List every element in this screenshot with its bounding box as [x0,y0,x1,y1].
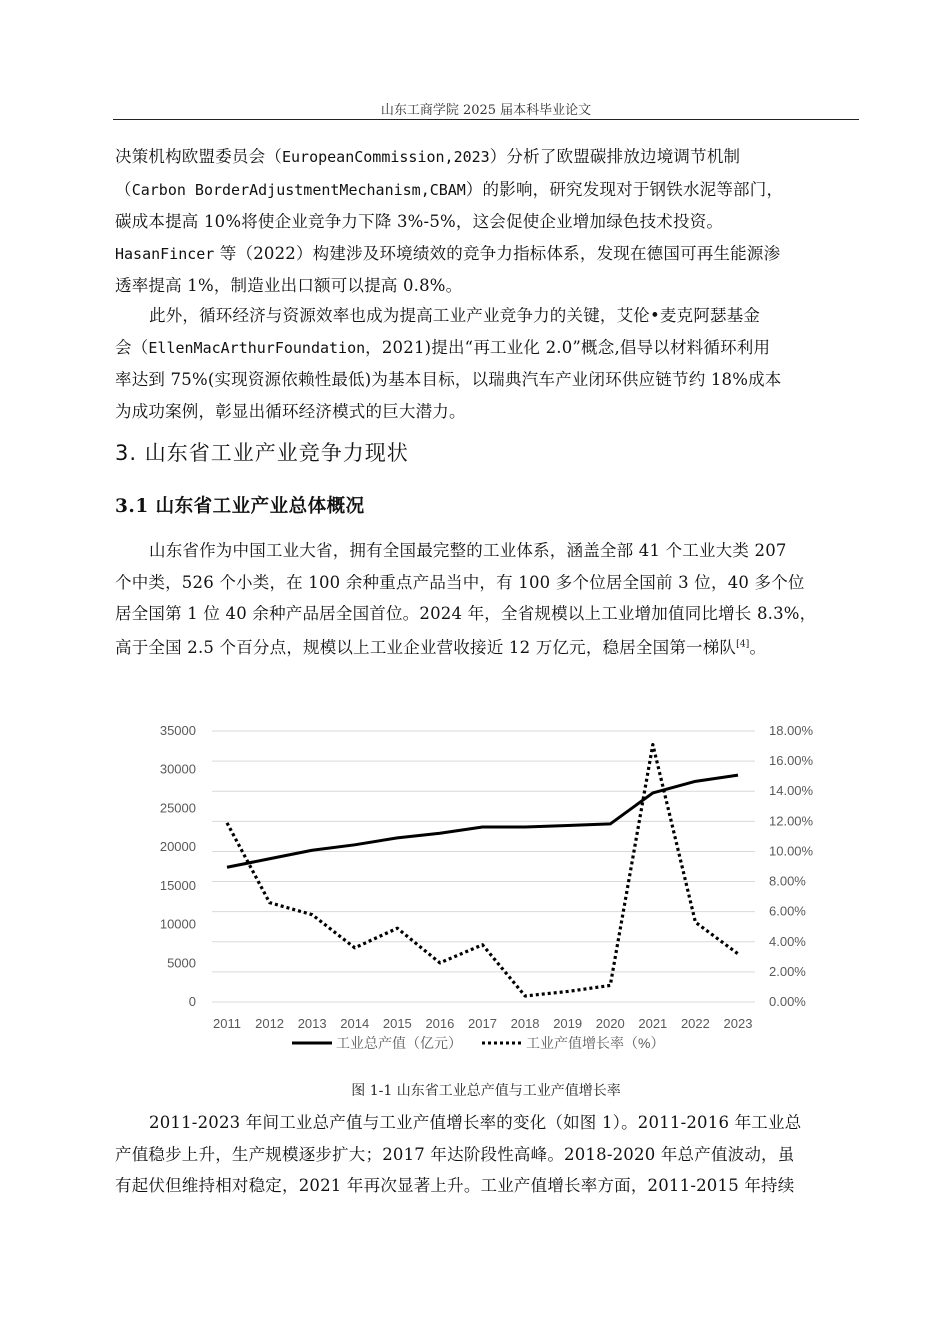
data-point [695,922,696,923]
paragraph-eu-commission [115,141,860,302]
text-line: 山东省作为中国工业大省，拥有全国最完整的工业体系，涵盖全部 41 个工业大类 207 [149,541,787,560]
section-heading-3: 3. 山东省工业产业竞争力现状 [115,441,409,465]
x-tick-label: 2021 [638,1016,668,1031]
paragraph-circular-economy [115,300,860,427]
text-line: 决策机构欧盟委员会（EuropeanCommission,2023）分析了欧盟碳排放边境调节机制 [115,147,741,166]
y-right-tick-label: 8.00% [769,873,806,889]
y-left-tick-label: 25000 [159,800,196,816]
x-tick-label: 2015 [382,1016,412,1031]
text-line: 高于全国 2.5 个百分点，规模以上工业企业营收接近 12 万亿元，稳居全国第一梯队[4]。 [115,638,767,657]
y-right-tick-label: 6.00% [769,903,806,919]
y-left-tick-label: 35000 [159,723,196,738]
y-right-tick-label: 14.00% [769,783,814,799]
page-header: 山东工商学院 2025 届本科毕业论文 [380,103,592,118]
legend-label: 工业总产值（亿元） [336,1035,462,1051]
x-tick-label: 2020 [595,1016,625,1031]
section-heading-3-1: 3.1 山东省工业产业总体概况 [115,496,365,517]
x-tick-label: 2016 [425,1016,455,1031]
series-line-growth [227,745,738,996]
x-tick-label: 2017 [468,1016,497,1031]
x-tick-label: 2011 [213,1016,241,1031]
x-tick-label: 2023 [723,1016,753,1031]
paragraph-shandong-overview [115,535,860,664]
y-left-tick-label: 0 [188,994,196,1009]
x-tick-label: 2013 [297,1016,327,1031]
figure-caption: 图 1-1 山东省工业总产值与工业产值增长率 [351,1083,621,1099]
y-right-tick-label: 0.00% [769,994,806,1009]
text-line: 2011-2023 年间工业总产值与工业产值增长率的变化（如图 1）。2011-2016 年工业总 [149,1113,802,1132]
y-left-tick-label: 10000 [159,916,196,932]
y-right-tick-label: 18.00% [769,723,814,738]
text-line: 有起伏但维持相对稳定，2021 年再次显著上升。工业产值增长率方面，2011-2015 年持续 [115,1176,795,1195]
text-line: 产值稳步上升，生产规模逐步扩大；2017 年达阶段性高峰。2018-2020 年总产值波动，虽 [115,1144,795,1164]
y-right-tick-label: 10.00% [769,843,814,859]
text-line: 率达到 75%(实现资源依赖性最低)为基本目标，以瑞典汽车产业闭环供应链节约 18%成本 [115,370,782,389]
text-line: 碳成本提高 10%将使企业竞争力下降 3%-5%，这会促使企业增加绿色技术投资。 [115,212,724,231]
citation: [4] [736,639,750,650]
y-left-tick-label: 30000 [159,761,196,777]
y-right-tick-label: 2.00% [769,963,806,979]
y-left-tick-label: 5000 [167,955,196,971]
text-line: 为成功案例，彰显出循环经济模式的巨大潜力。 [115,401,466,421]
text-line: 居全国第 1 位 40 余种产品居全国首位。2024 年，全省规模以上工业增加值同比增长 8.3%， [115,604,817,623]
legend-label: 工业产值增长率（%） [526,1035,665,1051]
x-tick-label: 2018 [510,1016,540,1031]
y-left-tick-label: 20000 [159,839,196,855]
y-right-tick-label: 16.00% [769,753,814,769]
text-line: 会（EllenMacArthurFoundation，2021)提出“再工业化 2.0”概念,倡导以材料循环利用 [115,337,771,357]
header-rule [113,119,859,120]
x-tick-label: 2019 [553,1016,583,1031]
text-line: （Carbon BorderAdjustmentMechanism,CBAM）的影响，研究发现对于钢铁水泥等部门， [115,179,784,199]
text-line: 个中类，526 个小类，在 100 余种重点产品当中，有 100 多个位居全国前 3 位，40 多个位 [115,572,805,592]
text-line: HasanFincer 等（2022）构建涉及环境绩效的竞争力指标体系，发现在德国可再生能源渗 [115,243,781,263]
y-right-tick-label: 4.00% [769,933,806,949]
paragraph-chart-analysis [115,1107,860,1202]
x-tick-label: 2022 [680,1016,710,1031]
x-tick-label: 2014 [340,1016,370,1031]
y-left-tick-label: 15000 [159,877,196,893]
y-right-tick-label: 12.00% [769,813,814,829]
x-tick-label: 2012 [255,1016,285,1031]
line-chart [150,712,830,1062]
text-line: 此外，循环经济与资源效率也成为提高工业产业竞争力的关键，艾伦•麦克阿瑟基金 [149,306,761,325]
text-line: 透率提高 1%，制造业出口额可以提高 0.8%。 [115,276,463,295]
